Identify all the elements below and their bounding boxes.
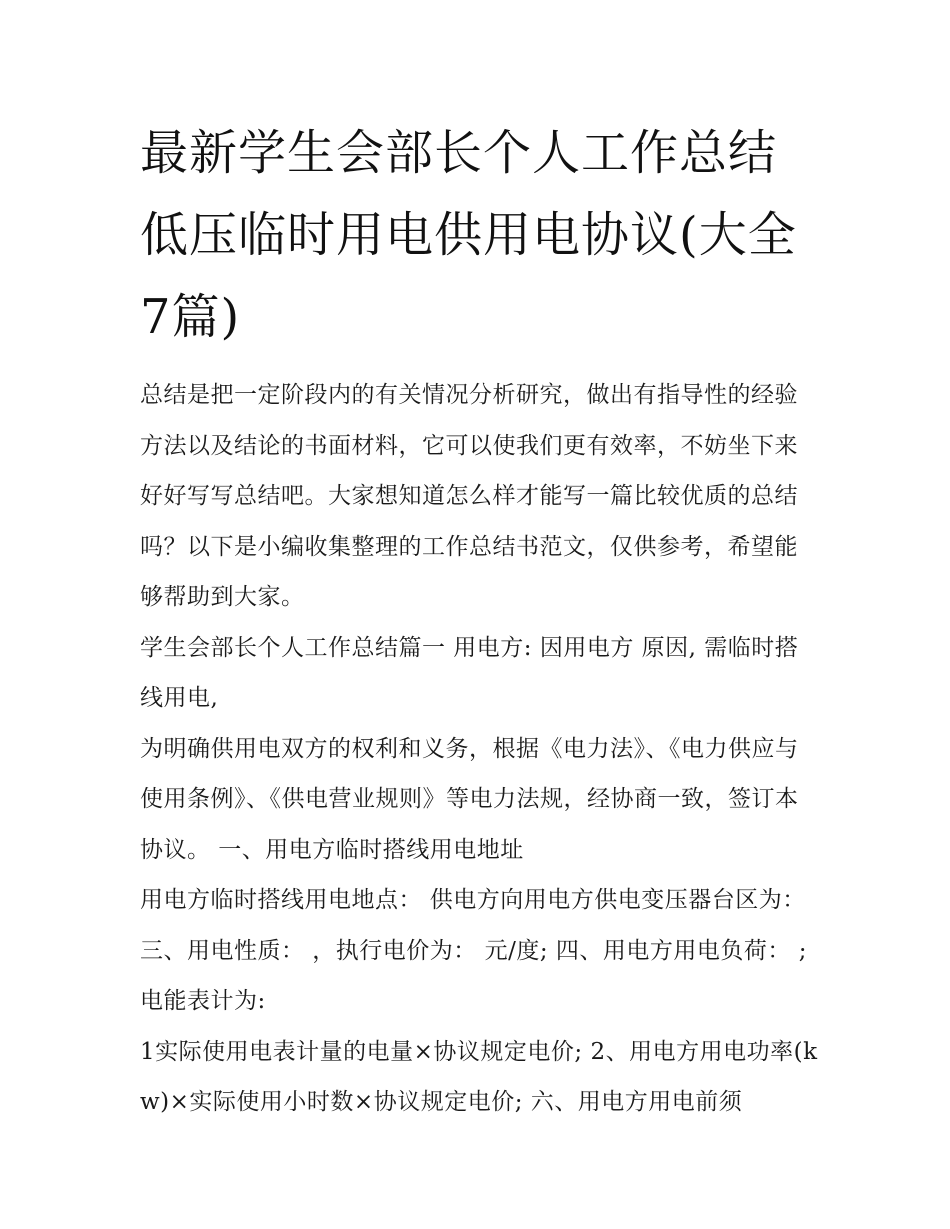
document-content [140, 112, 820, 1128]
paragraph-agreement-basis: 为明确供用电双方的权利和义务，根据《电力法》、《电力供应与使用条例》、《供电营业规则》等电力法规，经协商一致，签订本协议。 一、用电方临时搭线用电地址 [140, 735, 799, 863]
paragraph-intro: 总结是把一定阶段内的有关情况分析研究，做出有指导性的经验方法以及结论的书面材料，它可以使我们更有效率，不妨坐下来好好写写总结吧。大家想知道怎么样才能写一篇比较优质的总结吗？以下是小编收集整理的工作总结书范文，仅供参考，希望能够帮助到大家。 [140, 382, 798, 610]
paragraph-usage-details: 用电方临时搭线用电地点： 供电方向用电方供电变压器台区为： 三、用电性质： ，执行电价为： 元/度; 四、用电方用电负荷： ;电能表计为: [140, 887, 807, 1014]
document-title: 最新学生会部长个人工作总结低压临时用电供用电协议(大全7篇) [140, 125, 797, 345]
paragraph-section-one: 学生会部长个人工作总结篇一 用电方: 因用电方 原因, 需临时搭线用电, [140, 634, 799, 711]
paragraph-billing: 1实际使用电表计量的电量×协议规定电价; 2、用电方用电功率(kw)×实际使用小时数×协议规定电价; 六、用电方用电前须 [140, 1038, 818, 1115]
